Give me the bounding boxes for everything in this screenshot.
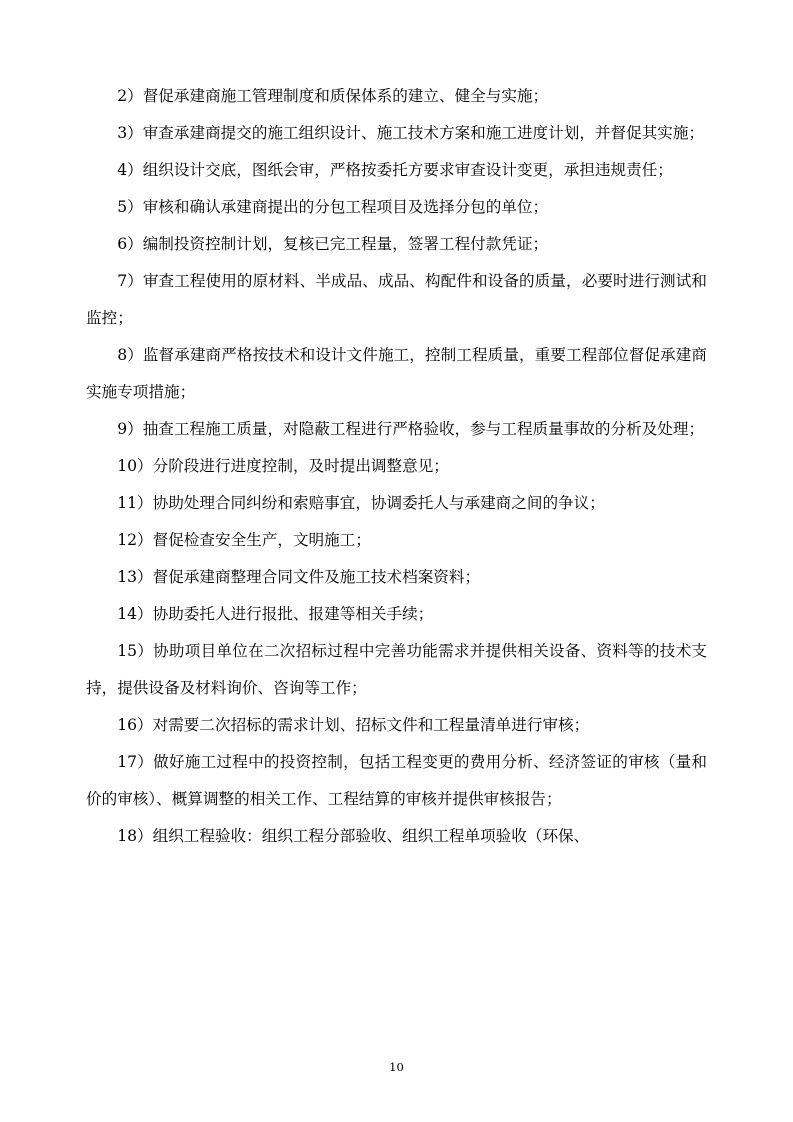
paragraph-item: 13）督促承建商整理合同文件及施工技术档案资料；: [117, 568, 481, 586]
paragraph-item: 5）审核和确认承建商提出的分包工程项目及选择分包的单位；: [117, 198, 549, 216]
paragraph-item: 9）抽查工程施工质量，对隐蔽工程进行严格验收，参与工程质量事故的分析及处理；: [117, 420, 705, 438]
paragraph-item: 12）督促检查安全生产，文明施工；: [117, 531, 371, 549]
paragraph-item: 11）协助处理合同纠纷和索赔事宜，协调委托人与承建商之间的争议；: [117, 494, 605, 512]
paragraph-item: 17）做好施工过程中的投资控制，包括工程变更的费用分析、经济签证的审核（量和价的审核）、概算调整的相关工作、工程结算的审核并提供审核报告；: [86, 753, 707, 808]
paragraph-item: 7）审查工程使用的原材料、半成品、成品、构配件和设备的质量，必要时进行测试和监控；: [86, 272, 707, 327]
paragraph-item: 15）协助项目单位在二次招标过程中完善功能需求并提供相关设备、资料等的技术支持，提供设备及材料询价、咨询等工作；: [86, 642, 707, 697]
paragraph-item: 10）分阶段进行进度控制，及时提出调整意见；: [117, 457, 449, 475]
document-body: [86, 78, 707, 855]
paragraph-item: 8）监督承建商严格按技术和设计文件施工，控制工程质量，重要工程部位督促承建商实施专项措施；: [86, 346, 707, 401]
paragraph-item: 4）组织设计交底，图纸会审，严格按委托方要求审查设计变更，承担违规责任；: [117, 161, 673, 179]
paragraph-item: 3）审查承建商提交的施工组织设计、施工技术方案和施工进度计划，并督促其实施；: [117, 124, 705, 142]
paragraph-item: 14）协助委托人进行报批、报建等相关手续；: [117, 605, 434, 623]
page-number: 10: [389, 1060, 404, 1074]
paragraph-item: 18）组织工程验收：组织工程分部验收、组织工程单项验收（环保、: [117, 827, 590, 845]
paragraph-item: 2）督促承建商施工管理制度和质保体系的建立、健全与实施；: [117, 87, 549, 105]
paragraph-item: 16）对需要二次招标的需求计划、招标文件和工程量清单进行审核；: [117, 716, 590, 734]
paragraph-item: 6）编制投资控制计划，复核已完工程量，签署工程付款凭证；: [117, 235, 549, 253]
